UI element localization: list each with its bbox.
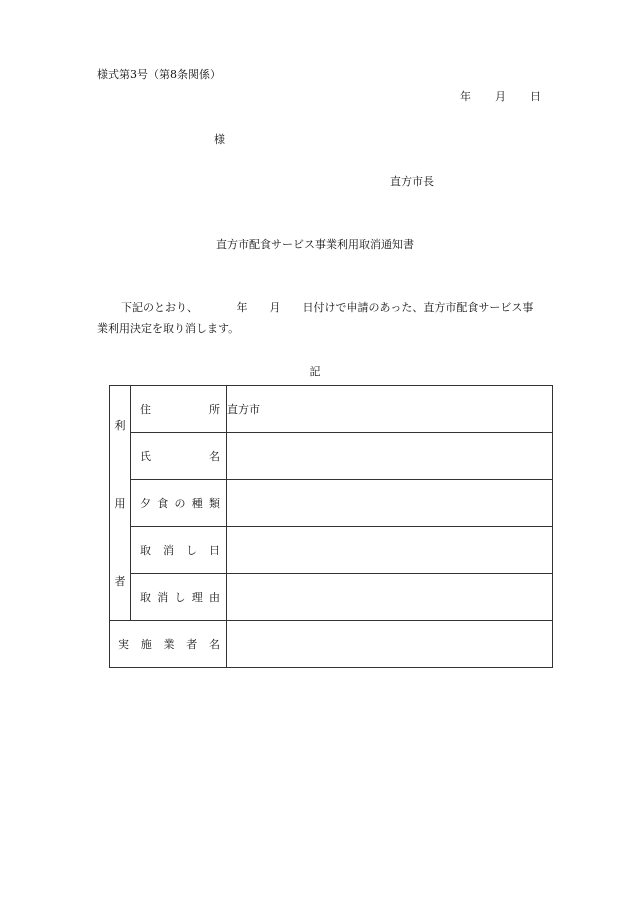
label-char: 日 — [209, 544, 220, 557]
label-char: 施 — [140, 638, 152, 651]
label-char: 理 — [191, 591, 203, 604]
label-char: 食 — [157, 497, 169, 510]
table-row — [110, 480, 553, 527]
user-char: 用 — [114, 497, 126, 510]
label-char: 実 — [118, 638, 129, 651]
label-char: 消 — [163, 544, 174, 557]
table-row — [110, 527, 553, 574]
label-char: 取 — [140, 544, 151, 557]
table-row — [110, 433, 553, 480]
label-name — [131, 433, 227, 480]
label-char: の — [174, 497, 186, 510]
table-row — [110, 386, 553, 433]
value-cancel-date[interactable] — [227, 527, 553, 574]
label-char: 名 — [209, 638, 220, 651]
label-cancel-reason — [131, 574, 227, 621]
label-char: 氏 — [140, 450, 151, 463]
date-day: 日 — [530, 90, 541, 103]
label-char: 業 — [163, 638, 175, 651]
value-meal-type[interactable] — [227, 480, 553, 527]
date-year: 年 — [460, 90, 471, 103]
label-char: 消 — [157, 591, 169, 604]
date-line — [460, 88, 541, 104]
addressee-honorific: 様 — [214, 133, 225, 146]
label-char: 類 — [209, 497, 220, 510]
label-char: 取 — [140, 591, 151, 604]
label-char: し — [186, 544, 197, 557]
label-cancel-date — [131, 527, 227, 574]
label-address — [131, 386, 227, 433]
body-text-line-2: 業利用決定を取り消します。 — [97, 322, 240, 335]
details-table — [109, 385, 553, 668]
label-char: 夕 — [140, 497, 151, 510]
document-title: 直方市配食サービス事業利用取消通知書 — [216, 238, 414, 251]
label-char: 所 — [209, 403, 220, 416]
value-provider-name[interactable] — [227, 621, 553, 668]
label-char: 種 — [191, 497, 203, 510]
table-row — [110, 621, 553, 668]
label-meal-type — [131, 480, 227, 527]
value-cancel-reason[interactable] — [227, 574, 553, 621]
user-group-label — [110, 386, 131, 621]
table-row — [110, 574, 553, 621]
date-month: 月 — [495, 90, 506, 103]
ki-heading: 記 — [309, 365, 321, 378]
issuer: 直方市長 — [390, 175, 434, 188]
user-char: 利 — [114, 419, 126, 432]
label-char: 者 — [186, 638, 198, 651]
body-text-line-1: 下記のとおり、 年 月 日付けで申請のあった、直方市配食サービス事 — [121, 301, 534, 314]
label-char: 住 — [140, 403, 151, 416]
user-char: 者 — [114, 575, 126, 588]
value-address[interactable]: 直方市 — [227, 386, 553, 433]
label-char: 由 — [209, 591, 220, 604]
label-char: 名 — [209, 450, 220, 463]
label-char: し — [174, 591, 186, 604]
value-name[interactable] — [227, 433, 553, 480]
label-provider-name — [110, 621, 227, 668]
form-number: 様式第3号（第8条関係） — [97, 68, 221, 81]
